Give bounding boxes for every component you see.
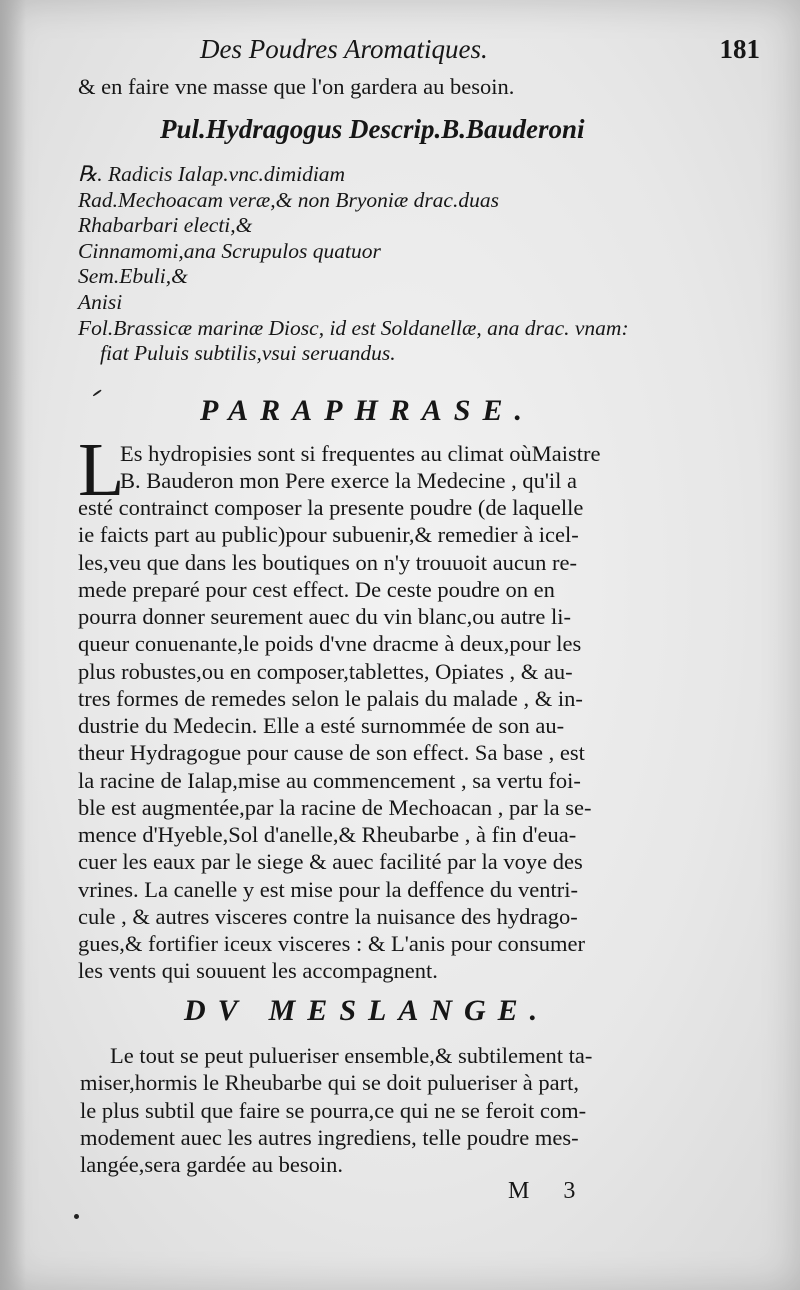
- recipe-line: Anisi: [78, 289, 123, 314]
- paragraph-line: gues,& fortifier iceux visceres : & L'anis pour consumer: [78, 931, 586, 956]
- recipe-line: Fol.Brassicæ marinæ Diosc, id est Soldanellæ, ana drac. vnam:: [78, 315, 629, 340]
- carryover-line: & en faire vne masse que l'on gardera au besoin.: [78, 74, 515, 99]
- paragraph-line: B. Bauderon mon Pere exerce la Medecine , qu'il a: [120, 468, 578, 494]
- paragraph-line: theur Hydragogue pour cause de son effect. Sa base , est: [78, 740, 585, 766]
- paragraph-line: modement auec les autres ingrediens, telle poudre mes-: [80, 1124, 579, 1150]
- page-number: 181: [719, 34, 760, 64]
- page-header: [80, 30, 760, 70]
- recipe-line: Sem.Ebuli,&: [78, 264, 188, 289]
- paragraph-line: plus robustes,ou en composer,tablettes, Opiates , & au-: [78, 658, 573, 684]
- recipe-line: Rhabarbari electi,&: [78, 213, 253, 238]
- recipe-line: Rad.Mechoacam veræ,& non Bryoniæ drac.duas: [78, 187, 499, 212]
- paragraph-line: cule , & autres visceres contre la nuisance des hydrago-: [78, 903, 578, 929]
- paragraph-line: les vents qui souuent les accompagnent.: [78, 958, 438, 984]
- signature-mark: M 3: [508, 1178, 590, 1204]
- recipe-line: Cinnamomi,ana Scrupulos quatuor: [78, 238, 381, 263]
- paragraph-line: vrines. La canelle y est mise pour la deffence du ventri-: [78, 876, 579, 902]
- binding-shadow: [0, 0, 26, 1290]
- recipe-list: [78, 162, 768, 367]
- paragraph-line: miser,hormis le Rheubarbe qui se doit pulueriser à part,: [80, 1070, 579, 1096]
- paragraph-line: Es hydropisies sont si frequentes au climat oùMaistre: [120, 441, 601, 466]
- paragraph-line: mede preparé pour cest effect. De ceste poudre on en: [78, 576, 555, 602]
- paragraph-line: le plus subtil que faire se pourra,ce qui ne se feroit com-: [80, 1097, 587, 1123]
- paragraph-line: cuer les eaux par le siege & auec facilité par la voye des: [78, 849, 583, 875]
- paragraph-line: tres formes de remedes selon le palais du malade , & in-: [78, 685, 583, 711]
- paragraph-line: esté contrainct composer la presente poudre (de laquelle: [78, 495, 584, 520]
- paragraph-line: Le tout se peut pulueriser ensemble,& subtilement ta-: [110, 1043, 593, 1068]
- paragraph-line: dustrie du Medecin. Elle a esté surnommée de son au-: [78, 713, 565, 738]
- recipe-line: fiat Puluis subtilis,vsui seruandus.: [100, 341, 396, 366]
- paraphrase-body: [78, 494, 591, 985]
- paragraph-line: pourra donner seurement auec du vin blanc,ou autre li-: [78, 604, 571, 629]
- paragraph-line: langée,sera gardée au besoin.: [80, 1152, 343, 1177]
- running-title: Des Poudres Aromatiques.: [200, 34, 488, 64]
- paragraph-line: les,veu que dans les boutiques on n'y trouuoit aucun re-: [78, 549, 577, 575]
- mixing-heading: DV MESLANGE.: [184, 994, 550, 1027]
- paragraph-line: la racine de Ialap,mise au commencement , sa vertu foi-: [78, 767, 581, 793]
- paragraph-line: ble est augmentée,par la racine de Mechoacan , par la se-: [78, 794, 592, 820]
- ink-speck: [74, 1214, 79, 1219]
- paragraph-line: mence d'Hyeble,Sol d'anelle,& Rheubarbe , à fin d'eua-: [78, 822, 577, 847]
- paragraph-line: queur conuenante,le poids d'vne dracme à deux,pour les: [78, 631, 582, 657]
- recipe-line: ℞. Radicis Ialap.vnc.dimidiam: [78, 162, 346, 186]
- paraphrase-first-lines: [120, 440, 601, 495]
- mixing-body: [80, 1042, 592, 1178]
- recipe-title: Pul.Hydragogus Descrip.B.Bauderoni: [160, 114, 585, 144]
- ink-mark: [92, 389, 101, 396]
- paragraph-line: ie faicts part au public)pour subuenir,& remedier à icel-: [78, 522, 579, 548]
- paraphrase-heading: PARAPHRASE.: [200, 394, 535, 427]
- drop-cap: L: [78, 428, 125, 512]
